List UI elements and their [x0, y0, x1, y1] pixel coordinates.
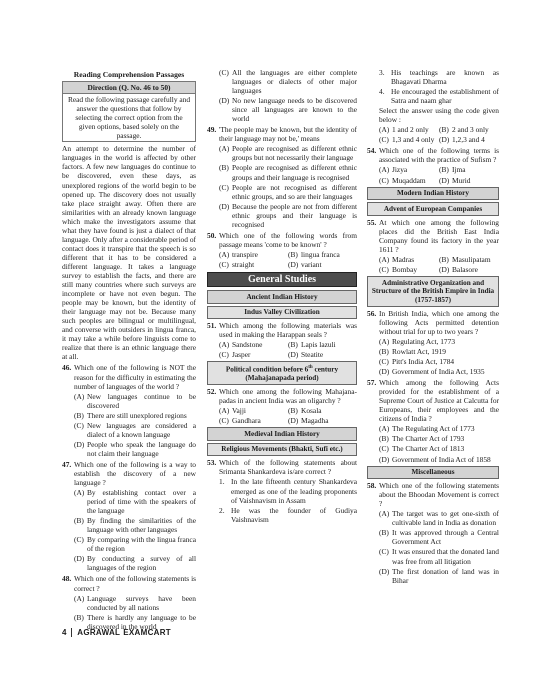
option-letter: (B): [219, 163, 229, 173]
option-text: Gandhara: [232, 416, 261, 426]
question-number: 54.: [367, 146, 377, 156]
option-letter: (D): [439, 264, 450, 274]
option-text: Jizya: [392, 165, 408, 175]
option-text: Kosala: [301, 406, 322, 416]
option-letter: (A): [379, 336, 390, 346]
direction-box: [62, 81, 196, 142]
option-text: People are not recognised as different ethnic groups, and so are their languages: [232, 182, 357, 201]
question-text: At which one among the following places did the British East India Company found its factory in the year 1611 ?: [379, 217, 499, 254]
statement-text: He was the founder of Gudiya Vaishnavism: [231, 505, 357, 524]
option: [62, 411, 196, 420]
option-text: People who speak the language do not claim their language: [87, 439, 196, 458]
option-letter: (B): [439, 254, 449, 264]
option-letter: (C): [219, 350, 229, 360]
option: [62, 516, 196, 534]
options-grid: [207, 250, 357, 269]
option-text: Murid: [452, 175, 471, 185]
option: [219, 350, 288, 359]
option: [439, 125, 499, 134]
statement-text: In the late fifteenth century Shankardeva emerged as one of the leading proponents of Vaishnavism in Assam: [231, 477, 357, 505]
option: [219, 416, 288, 425]
option-text: lingua franca: [301, 249, 340, 259]
option-text: Government of India Act, 1935: [392, 367, 485, 377]
option: [219, 340, 288, 349]
option: [288, 260, 357, 269]
question-number: 48.: [62, 574, 72, 584]
option-text: Pitt's India Act, 1784: [392, 357, 455, 367]
option-text: Magadha: [301, 416, 329, 426]
question-52: [207, 387, 357, 405]
question-number: 51.: [207, 321, 217, 331]
passage-text: An attempt to determine the number of languages in the world is affected by other factors. A few new languages do continue to be discovered, even these days, as unexplored regions of the world begin to be opened up. The discovery does not usually take place straight away. Often there are similarities with an already known language which make the investigators assume that what they have found is just a dialect of that language. Only after a considerable period of contact does it transpire that the speech is so different that it has to be considered a different language. It takes a language survey to establish the facts, and there are still many countries where such surveys are incomplete or have not even begun. The people may be known, but the identity of their language may not be. Because many such peoples are bilingual or multilingual, and converse with outsiders in lingua franca, it may take a while before linguists come to realize that there is an ethnic language there at all.: [62, 144, 196, 362]
option-letter: (A): [74, 593, 85, 603]
option-text: There is hardly any language to be discovered in the world: [87, 612, 196, 631]
option-letter: (D): [379, 367, 390, 377]
question-text: In British India, which one among the following Acts permitted detention without trial for up to two years ?: [379, 308, 499, 336]
option-letter: (A): [379, 165, 390, 175]
option-letter: (D): [219, 96, 230, 106]
column-3: [367, 68, 499, 585]
option: [367, 337, 499, 346]
question-46: [62, 363, 196, 390]
option: [288, 406, 357, 415]
option-letter: (A): [219, 144, 230, 154]
option-text: Because the people are not from different ethnic groups and their language is recognised: [232, 201, 357, 229]
option-text: Masulipatam: [452, 254, 491, 264]
option-text: Language surveys have been conducted by all nations: [87, 593, 196, 612]
indus-valley-heading: Indus Valley Civilization: [207, 306, 357, 320]
option-letter: (D): [288, 259, 299, 269]
question-56: [367, 309, 499, 336]
question-text: Which one of the following is NOT the reason for the difficulty in estimating the number of languages of the world ?: [74, 363, 196, 391]
options-grid: [207, 340, 357, 359]
option-letter: (B): [74, 516, 84, 526]
question-text: Which one of the following statements about the Bhoodan Movement is correct ?: [379, 481, 499, 509]
option-text: The Charter Act of 1813: [392, 444, 465, 454]
miscellaneous-heading: Miscellaneous: [367, 466, 499, 480]
brand-name-right: EXAMCART: [123, 628, 171, 637]
question-text: Which one of the following statements is correct ?: [74, 574, 196, 593]
option-letter: (C): [379, 175, 389, 185]
option-letter: (B): [379, 434, 389, 444]
option-letter: (D): [74, 554, 85, 564]
option-letter: (A): [379, 424, 390, 434]
option-text: Jasper: [232, 350, 251, 360]
question-number: 52.: [207, 386, 217, 396]
options-grid: [367, 165, 499, 184]
question-49: [207, 125, 357, 143]
section-heading-reading: Reading Comprehension Passages: [73, 70, 185, 79]
option-letter: (B): [379, 528, 389, 538]
option: [62, 421, 196, 439]
religious-movements-heading: Religious Movements (Bhakti, Sufi etc.): [207, 443, 357, 457]
option: [367, 444, 499, 453]
option-letter: (A): [219, 249, 230, 259]
option: [367, 567, 499, 585]
question-text: 'The people may be known, but the identity of their language may not be,' means: [219, 125, 357, 144]
option: [439, 255, 499, 264]
option: [219, 406, 288, 415]
option-text: The Regulating Act of 1773: [392, 424, 475, 434]
option-text: The Charter Act of 1793: [392, 434, 465, 444]
option-text: There are still unexplored regions: [87, 410, 187, 420]
option-letter: (D): [288, 350, 299, 360]
question-number: 57.: [367, 378, 377, 388]
option: [367, 434, 499, 443]
option-letter: (A): [379, 125, 390, 135]
option: [62, 554, 196, 572]
option: [367, 357, 499, 366]
heading-superscript: th: [308, 364, 313, 370]
question-number: 58.: [367, 481, 377, 491]
column-1: [62, 68, 196, 631]
option-letter: (C): [219, 68, 229, 77]
option-text: Sandstone: [232, 340, 263, 350]
option: [439, 265, 499, 274]
question-number: 49.: [207, 125, 217, 135]
medieval-history-heading: Medieval Indian History: [207, 427, 357, 441]
option-letter: (C): [74, 535, 84, 545]
option: [207, 183, 357, 201]
question-50: [207, 231, 357, 249]
options-grid: [367, 255, 499, 274]
statement-number: 4.: [379, 87, 385, 97]
option-letter: (C): [379, 357, 389, 367]
option-text: straight: [232, 259, 255, 269]
option: [367, 528, 499, 546]
question-text: Which among the following materials was used in making the Harappan seals ?: [219, 321, 357, 340]
option-text: Vajji: [232, 406, 246, 416]
option: [379, 135, 439, 144]
option-text: People are recognised as different ethnic groups and their language is recognised: [232, 163, 357, 182]
option-text: Balasore: [452, 264, 478, 274]
question-number: 56.: [367, 308, 377, 318]
direction-title: Direction (Q. No. 46 to 50): [63, 82, 195, 94]
option: [288, 416, 357, 425]
question-number: 46.: [62, 363, 72, 373]
option: [288, 350, 357, 359]
option: [62, 392, 196, 410]
option: [207, 144, 357, 162]
option-text: The target was to get one-sixth of cultivable land in India as donation: [392, 509, 499, 528]
heading-part: Political condition before 6: [225, 365, 309, 374]
administrative-organization-heading: Administrative Organization and Structure of the British Empire in India (1757-1857): [367, 276, 499, 307]
option-text: All the languages are either complete languages or dialects of other major languages: [232, 68, 357, 96]
option-text: By comparing with the lingua franca of the region: [87, 535, 196, 554]
option-text: People are recognised as different ethnic groups but not necessarily their language: [232, 144, 357, 163]
statement: [367, 87, 499, 105]
option: [62, 440, 196, 458]
option: [288, 340, 357, 349]
option-text: By finding the similarities of the language with other languages: [87, 516, 196, 535]
option-text: Rowlatt Act, 1919: [392, 347, 446, 356]
option-letter: (B): [439, 165, 449, 175]
option-letter: (C): [219, 416, 229, 426]
option-text: Muqaddam: [392, 175, 426, 185]
question-number: 47.: [62, 459, 72, 469]
statement-number: 2.: [219, 505, 225, 515]
option-text: transpire: [232, 249, 258, 259]
option-letter: (C): [379, 135, 389, 145]
option: [379, 255, 439, 264]
option-text: Government of India Act of 1858: [392, 454, 491, 464]
question-47: [62, 460, 196, 487]
option-letter: (B): [288, 406, 298, 416]
general-studies-heading: General Studies: [207, 272, 357, 287]
option-text: It was approved through a Central Government Act: [392, 528, 499, 547]
option: [439, 165, 499, 174]
option-letter: (C): [219, 259, 229, 269]
option-text: Steatite: [301, 350, 324, 360]
option: [219, 260, 288, 269]
option: [439, 176, 499, 185]
option: [207, 202, 357, 229]
option-text: By conducting a survey of all languages of the region: [87, 554, 196, 573]
option: [379, 165, 439, 174]
question-54: [367, 146, 499, 164]
footer-divider: [71, 628, 72, 637]
option: [367, 367, 499, 376]
option: [219, 250, 288, 259]
option: [367, 547, 499, 565]
option-text: Madras: [392, 254, 415, 264]
option: [62, 488, 196, 515]
statement: [207, 477, 357, 504]
option-text: variant: [301, 259, 322, 269]
question-text: Which one among the following Mahajana-padas in ancient India was an oligarchy ?: [219, 386, 357, 406]
option-text: 1 and 2 only: [392, 125, 429, 135]
question-text: Which one of the following words from passage means 'come to be known' ?: [219, 230, 357, 249]
direction-text: Read the following passage carefully and answer the questions that follow by selecting the correct option from the given options, based solely on the passage.: [67, 95, 191, 141]
option: [367, 455, 499, 464]
option: [288, 250, 357, 259]
option-letter: (B): [379, 347, 389, 356]
option-text: Bombay: [392, 264, 418, 274]
option-letter: (A): [379, 254, 390, 264]
option-letter: (D): [288, 416, 299, 426]
option-letter: (C): [74, 420, 84, 430]
option-letter: (C): [219, 182, 229, 192]
option-letter: (C): [379, 264, 389, 274]
modern-history-heading: Modern Indian History: [367, 187, 499, 201]
option-text: 1,2,3 and 4: [452, 135, 485, 145]
option-text: New languages continue to be discovered: [87, 391, 196, 410]
option-text: 1,3 and 4 only: [392, 135, 435, 145]
question-number: 50.: [207, 230, 217, 240]
option: [367, 509, 499, 527]
option-letter: (D): [379, 454, 390, 464]
option: [367, 424, 499, 433]
option-text: New languages are considered a dialect of a known language: [87, 420, 196, 439]
heading-part: century (Mahajanapada period): [245, 365, 339, 382]
option-letter: (D): [439, 175, 450, 185]
column-2: [207, 68, 357, 524]
option: [62, 535, 196, 553]
options-grid: [367, 125, 499, 144]
option-letter: (D): [379, 566, 390, 576]
option-text: It was ensured that the donated land was free from all litigation: [392, 547, 499, 566]
question-text: Which among the following Acts provided for the establishment of a Supreme Court of Justice at Calcutta for Europeans, their employees and the citizens of India ?: [379, 378, 499, 424]
statement: [207, 506, 357, 524]
option-letter: (D): [439, 135, 450, 145]
question-55: [367, 218, 499, 254]
option-letter: (A): [74, 391, 85, 401]
statement-text: He encouraged the establishment of Satra and naam ghar: [391, 87, 499, 106]
option-letter: (A): [379, 509, 390, 519]
option: [379, 265, 439, 274]
option-letter: (A): [219, 406, 230, 416]
option: [207, 96, 357, 123]
option-letter: (A): [74, 488, 85, 498]
question-text: Which one of the following is a way to establish the discovery of a new language ?: [74, 459, 196, 488]
option-text: The first donation of land was in Bihar: [392, 566, 499, 585]
brand-name-left: AGRAWAL: [77, 628, 121, 637]
option-text: Ijma: [452, 165, 466, 175]
question-51: [207, 321, 357, 339]
option-text: Regulating Act, 1773: [392, 336, 456, 346]
question-number: 53.: [207, 458, 217, 468]
page-footer: [62, 628, 171, 637]
statement-number: 3.: [379, 68, 385, 77]
statement-text: His teachings are known as Bhagavati Dharma: [391, 68, 499, 87]
option-letter: (C): [379, 547, 389, 557]
code-instruction: Select the answer using the code given below :: [379, 106, 499, 125]
option-letter: (B): [288, 249, 298, 259]
options-grid: [207, 406, 357, 425]
ancient-history-heading: Ancient Indian History: [207, 290, 357, 304]
option: [62, 594, 196, 612]
page-number: 4: [62, 628, 67, 637]
question-48: [62, 574, 196, 592]
statement: [367, 68, 499, 86]
option: [207, 68, 357, 95]
option-letter: (C): [379, 444, 389, 454]
option-text: Lapis lazuli: [301, 340, 336, 350]
european-companies-heading: Advent of European Companies: [367, 202, 499, 216]
option-letter: (B): [74, 410, 84, 420]
option-letter: (B): [288, 340, 298, 350]
option-letter: (A): [219, 340, 230, 350]
option-letter: (B): [74, 612, 84, 622]
option: [379, 176, 439, 185]
question-53: [207, 458, 357, 476]
option-text: 2 and 3 only: [452, 125, 489, 135]
option: [379, 125, 439, 134]
question-58: [367, 481, 499, 508]
question-57: [367, 378, 499, 423]
option-letter: (D): [74, 439, 85, 449]
question-text: Which of the following statements about Srimanta Shankardeva is/are correct ?: [219, 458, 357, 477]
option-letter: (B): [439, 125, 449, 135]
option: [367, 347, 499, 356]
option: [207, 163, 357, 181]
option-text: No new language needs to be discovered since all languages are known to the world: [232, 96, 357, 124]
question-number: 55.: [367, 217, 377, 227]
statement-number: 1.: [219, 477, 225, 487]
option-letter: (D): [219, 201, 230, 211]
question-text: Which one of the following terms is associated with the practice of Sufism ?: [379, 146, 499, 165]
option-text: By establishing contact over a period of time with the speakers of the language: [87, 488, 196, 516]
option: [439, 135, 499, 144]
political-condition-heading: [207, 361, 357, 385]
